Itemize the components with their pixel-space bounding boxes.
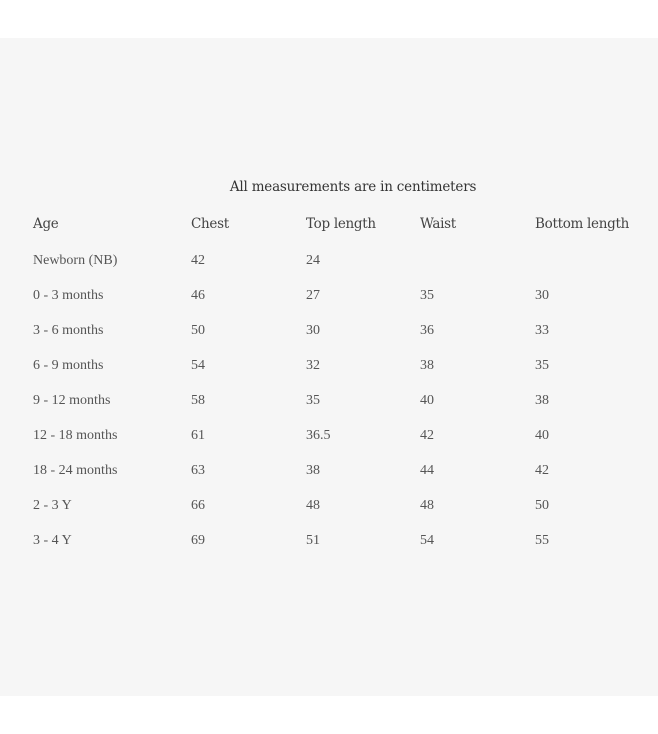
- age-cell: 3 - 6 months: [33, 322, 104, 338]
- table-row: [0, 523, 658, 558]
- age-cell: 2 - 3 Y: [33, 497, 72, 513]
- top-length-cell: 48: [306, 497, 320, 513]
- age-cell: 12 - 18 months: [33, 427, 118, 443]
- chest-cell: 61: [191, 427, 205, 443]
- table-row: [0, 383, 658, 418]
- top-length-cell: 30: [306, 322, 320, 338]
- waist-cell: 42: [420, 427, 434, 443]
- chest-cell: 63: [191, 462, 205, 478]
- age-cell: 6 - 9 months: [33, 357, 104, 373]
- table-row: [0, 418, 658, 453]
- measurement-units-caption: All measurements are in centimeters: [229, 179, 477, 195]
- top-length-cell: 51: [306, 532, 320, 548]
- chest-cell: 69: [191, 532, 205, 548]
- chest-cell: 46: [191, 287, 205, 303]
- table-header-row: [0, 205, 658, 243]
- column-header-waist: Waist: [420, 216, 456, 232]
- waist-cell: 54: [420, 532, 434, 548]
- bottom-length-cell: 42: [535, 462, 549, 478]
- table-row: [0, 348, 658, 383]
- column-header-top-length: Top length: [306, 216, 376, 232]
- bottom-length-cell: 38: [535, 392, 549, 408]
- size-chart-panel: [0, 38, 658, 696]
- chest-cell: 42: [191, 252, 205, 268]
- age-cell: Newborn (NB): [33, 252, 118, 268]
- bottom-length-cell: 33: [535, 322, 549, 338]
- age-cell: 9 - 12 months: [33, 392, 111, 408]
- column-header-age: Age: [33, 216, 59, 232]
- waist-cell: [420, 243, 535, 278]
- waist-cell: 48: [420, 497, 434, 513]
- table-row: [0, 243, 658, 278]
- waist-cell: 35: [420, 287, 434, 303]
- size-chart-table: [0, 205, 658, 558]
- chest-cell: 66: [191, 497, 205, 513]
- top-length-cell: 35: [306, 392, 320, 408]
- waist-cell: 38: [420, 357, 434, 373]
- bottom-length-cell: 55: [535, 532, 549, 548]
- top-length-cell: 36.5: [306, 427, 331, 443]
- waist-cell: 40: [420, 392, 434, 408]
- column-header-bottom-length: Bottom length: [535, 216, 629, 232]
- bottom-length-cell: 50: [535, 497, 549, 513]
- bottom-length-cell: 30: [535, 287, 549, 303]
- waist-cell: 36: [420, 322, 434, 338]
- bottom-length-cell: 35: [535, 357, 549, 373]
- age-cell: 18 - 24 months: [33, 462, 118, 478]
- table-row: [0, 453, 658, 488]
- top-length-cell: 24: [306, 252, 320, 268]
- chest-cell: 54: [191, 357, 205, 373]
- top-length-cell: 38: [306, 462, 320, 478]
- top-length-cell: 32: [306, 357, 320, 373]
- bottom-length-cell: [535, 243, 658, 278]
- top-length-cell: 27: [306, 287, 320, 303]
- table-row: [0, 313, 658, 348]
- waist-cell: 44: [420, 462, 434, 478]
- column-header-chest: Chest: [191, 216, 229, 232]
- chest-cell: 58: [191, 392, 205, 408]
- table-row: [0, 278, 658, 313]
- chest-cell: 50: [191, 322, 205, 338]
- table-row: [0, 488, 658, 523]
- age-cell: 3 - 4 Y: [33, 532, 72, 548]
- age-cell: 0 - 3 months: [33, 287, 104, 303]
- bottom-length-cell: 40: [535, 427, 549, 443]
